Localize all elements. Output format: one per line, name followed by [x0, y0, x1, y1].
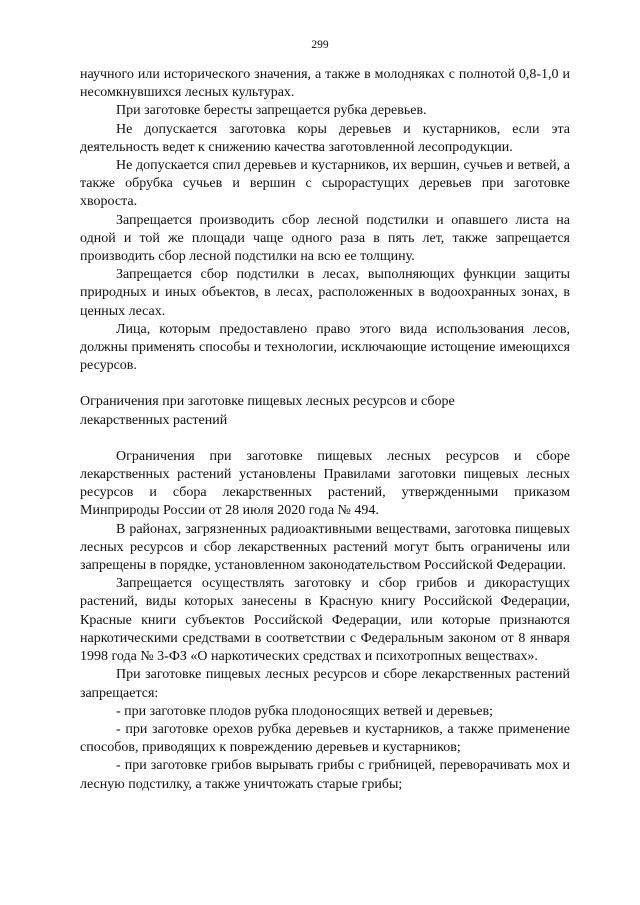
paragraph-radioactive-areas: В районах, загрязненных радиоактивными веществами, заготовка пищевых лесных ресурсов и сбор лекарственных растений могут быть ограничены или запрещены в порядке, установленном законодательством Российской Федерации.	[80, 521, 570, 574]
section-heading-line-2: лекарственных растений	[80, 412, 228, 428]
paragraph-brushwood: Не допускается спил деревьев и кустарников, их вершин, сучьев и ветвей, а также обрубка сучьев и вершин с сырорастущих деревьев при заготовке хвороста.	[80, 158, 570, 210]
paragraph-red-book: Запрещается осуществлять заготовку и сбор грибов и дикорастущих растений, виды которых занесены в Красную книгу Российской Федерации, Красные книги субъектов Российской Федерации, или которые признаются наркотическими средствами в соответствии с Федеральным законом от 8 января 1998 года № 3-ФЗ «О наркотических средствах и психотропных веществах».	[80, 576, 570, 665]
paragraph-rules-reference: Ограничения при заготовке пищевых лесных ресурсов и сборе лекарственных растений установлены Правилами заготовки пищевых лесных ресурсов и сбора лекарственных растений, утвержденными приказом Минприроды России от 28 июля 2020 года № 494.	[80, 448, 570, 519]
page-number: 299	[311, 39, 329, 51]
section-heading-line-1: Ограничения при заготовке пищевых лесных ресурсов и сборе	[80, 394, 455, 410]
section-heading	[80, 393, 570, 429]
paragraph-litter-collection: Запрещается производить сбор лесной подстилки и опавшего листа на одной и той же площади чаще одного раза в пять лет, также запрещается производить сбор лесной подстилки на всю ее толщину.	[80, 212, 570, 265]
page-content	[80, 66, 570, 794]
paragraph-bark-harvest: Не допускается заготовка коры деревьев и кустарников, если эта деятельность ведет к снижению качества заготовленной лесопродукции.	[80, 121, 570, 155]
list-item-mushrooms: - при заготовке грибов вырывать грибы с грибницей, переворачивать мох и лесную подстилку, а также уничтожать старые грибы;	[80, 758, 570, 792]
list-item-fruits: - при заготовке плодов рубка плодоносящих ветвей и деревьев;	[116, 703, 493, 719]
paragraph-birch-bark: При заготовке бересты запрещается рубка деревьев.	[116, 103, 427, 119]
paragraph-prohibited-intro: При заготовке пищевых лесных ресурсов и сборе лекарственных растений запрещается:	[80, 667, 570, 701]
paragraph-litter-protected: Запрещается сбор подстилки в лесах, выполняющих функции защиты природных и иных объектов, в лесах, расположенных в водоохранных зонах, в ценных лесах.	[80, 267, 570, 319]
paragraph-resource-methods: Лица, которым предоставлено право этого вида использования лесов, должны применять способы и технологии, исключающие истощение имеющихся ресурсов.	[80, 321, 570, 374]
paragraph-continuation: научного или исторического значения, а также в молодняках с полнотой 0,8-1,0 и несомкнувшихся лесных культурах.	[80, 67, 570, 101]
list-item-nuts: - при заготовке орехов рубка деревьев и кустарников, а также применение способов, приводящих к повреждению деревьев и кустарников;	[80, 721, 570, 756]
